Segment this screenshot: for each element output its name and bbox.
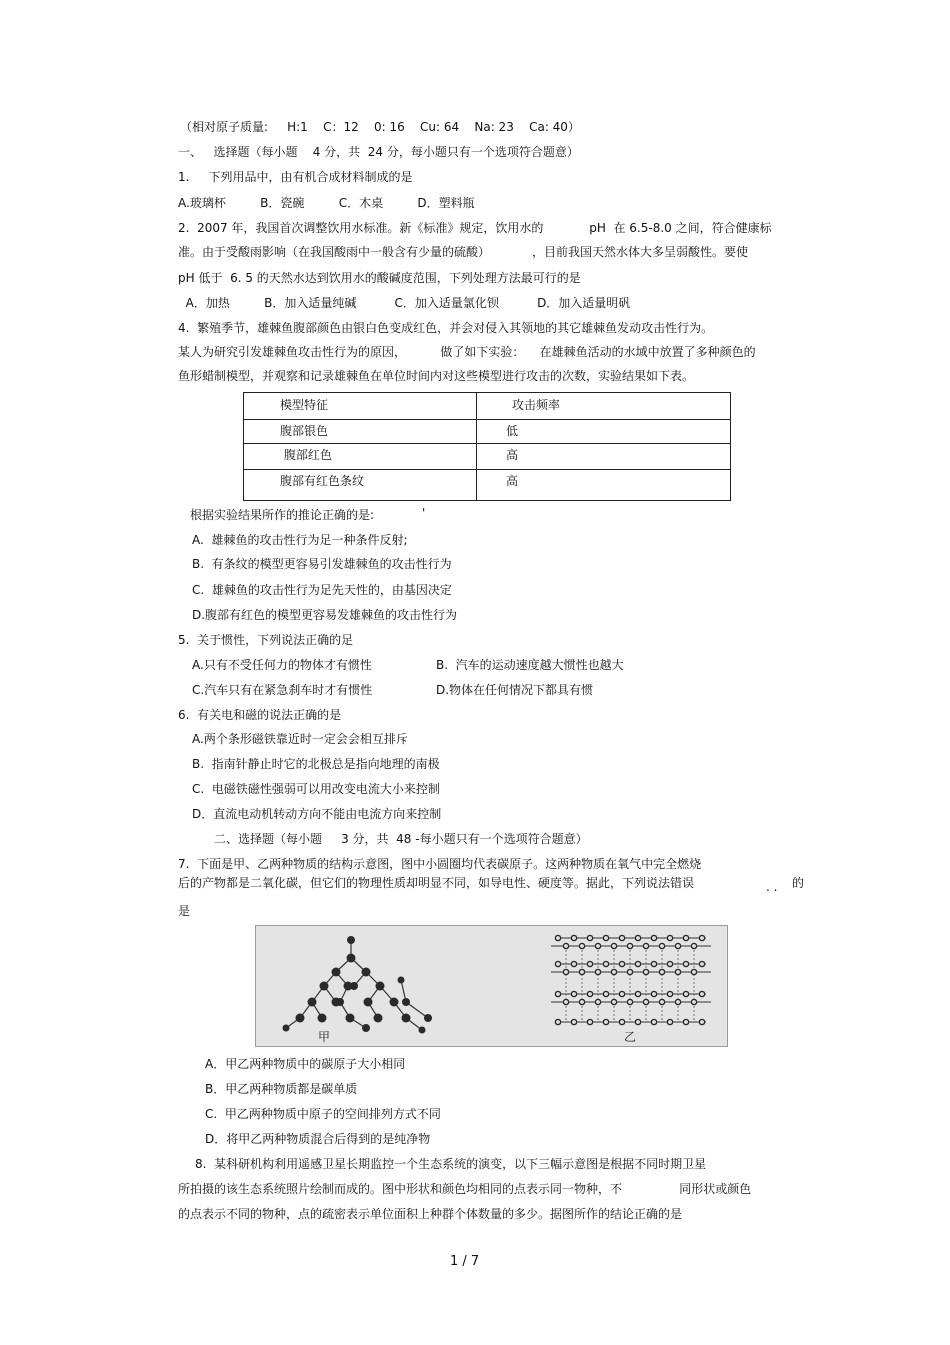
q7-option-b: B．甲乙两种物质都是碳单质: [205, 1082, 358, 1096]
graphite-interlayer-lines: [566, 946, 694, 1022]
q8-line1: 8. 某科研机构利用遥感卫星长期监控一个生态系统的演变，以下三幅示意图是根据不同时期卫星: [195, 1157, 707, 1171]
q5-option-b: B. 汽车的运动速度越大惯性也越大: [436, 658, 624, 672]
carbon-structures-drawing: [256, 926, 728, 1047]
q2-line3: pH 低于 6. 5 的天然水达到饮用水的酸碱度范围，下列处理方法最可行的是: [178, 271, 581, 285]
table-row-divider: [244, 469, 730, 470]
q1-stem: 1. 下列用品中，由有机合成材料制成的是: [178, 170, 413, 184]
carbon-structure-figure: [255, 925, 728, 1047]
q7-option-d: D．将甲乙两种物质混合后得到的是纯净物: [205, 1132, 431, 1146]
q4-option-d: D.腹部有红色的模型更容易发雄棘鱼的攻击性行为: [192, 608, 458, 622]
q6-stem: 6. 有关电和磁的说法正确的是: [178, 708, 342, 722]
table-cell: 腹部有红色条纹: [280, 474, 365, 488]
table-header-feature: 模型特征: [280, 398, 329, 412]
q2-line2: 准。由于受酸雨影响（在我国酸雨中一般含有少量的硫酸） ，目前我国天然水体大多呈弱酸性。要使: [178, 245, 748, 259]
q8-line2: 所拍摄的该生态系统照片绘制而成的。图中形状和颜色均相同的点表示同一物种，不 同形状或颜色: [178, 1182, 752, 1196]
table-cell: 低: [506, 424, 519, 438]
table-header-frequency: 攻击频率: [512, 398, 561, 412]
q4-option-a: A. 雄棘鱼的攻击性行为足一种条件反射;: [192, 533, 408, 547]
experiment-table: [243, 392, 731, 501]
atomic-mass-line: （相对原子质量: H:1 C：12 0: 16 Cu: 64 Na: 23 Ca: 40）: [180, 120, 580, 134]
page-number: 1 / 7: [450, 1254, 480, 1269]
q6-option-c: C. 电磁铁磁性强弱可以用改变电流大小来控制: [192, 782, 440, 796]
q2-options: A．加热 B．加入适量纯碱 C．加入适量氯化钡 D．加入适量明矾: [178, 296, 631, 310]
q5-option-a: A.只有不受任何力的物体才有惯性: [192, 658, 372, 672]
q6-option-b: B. 指南针静止时它的北极总是指向地理的南极: [192, 757, 440, 771]
figure-label-yi: 乙: [624, 1030, 637, 1044]
q1-options: A.玻璃杯 B．瓷碗 C．木桌 D．塑料瓶: [178, 196, 475, 210]
table-row-divider: [244, 419, 730, 420]
section2-title: 二、选择题（每小题 3 分，共 48 -每小题只有一个选项符合题意）: [214, 832, 588, 846]
figure-label-jia: 甲: [318, 1030, 331, 1044]
section1-title: 一、 选择题（每小题 4 分，共 24 分，每小题只有一个选项符合题意）: [178, 145, 579, 159]
q4-option-b: B. 有条纹的模型更容易引发雄棘鱼的攻击性行为: [192, 557, 452, 571]
table-cell: 腹部银色: [280, 424, 329, 438]
q4-prompt-mark: ': [422, 506, 426, 520]
diamond-atoms: [283, 936, 433, 1034]
table-column-divider: [476, 393, 477, 500]
q7-line2: 后的产物都是二氧化碳，但它们的物理性质却明显不同，如导电性、硬度等。据此，下列说法错误: [178, 876, 695, 890]
q4-option-c: C. 雄棘鱼的攻击性行为足先天性的，由基因决定: [192, 583, 452, 597]
q4-line1: 4. 繁殖季节，雄棘鱼腹部颜色由银白色变成红色，并会对侵入其领地的其它雄棘鱼发动攻击性行为。: [178, 321, 714, 335]
table-cell: 高: [506, 474, 519, 488]
q4-line2: 某人为研究引发雄棘鱼攻击性行为的原因， 做了如下实验： 在雄棘鱼活动的水域中放置了多种颜色的: [178, 345, 756, 359]
table-cell: 腹部红色: [280, 448, 332, 462]
q6-option-d: D．直流电动机转动方向不能由电流方向来控制: [192, 807, 442, 821]
q2-line1: 2. 2007 年，我国首次调整饮用水标准。新《标准》规定，饮用水的 pH 在 6.5-8.0 之间，符合健康标: [178, 221, 772, 235]
q4-line3: 鱼形蜡制模型，并观察和记录雄棘鱼在单位时间内对这些模型进行攻击的次数，实验结果如下表。: [178, 369, 695, 383]
q6-option-a: A.两个条形磁铁靠近时一定会会相互排斥: [192, 732, 408, 746]
q7-line3: 是: [178, 904, 191, 918]
q5-option-c: C.汽车只有在紧急刹车时才有惯性: [192, 683, 373, 697]
table-cell: 高: [506, 448, 519, 462]
q4-prompt: 根据实验结果所作的推论正确的是:: [190, 508, 375, 522]
q7-option-c: C. 甲乙两种物质中原子的空间排列方式不同: [205, 1107, 441, 1121]
q8-line3: 的点表示不同的物种，点的疏密表示单位面积上种群个体数量的多少。据图所作的结论正确的是: [178, 1207, 683, 1221]
q7-line2-end: 的: [792, 876, 805, 890]
table-row-divider: [244, 443, 730, 444]
q7-line2-mark: . .: [766, 880, 778, 894]
q5-option-d: D.物体在任何情况下都具有惯: [436, 683, 594, 697]
q7-line1: 7. 下面是甲、乙两种物质的结构示意图，图中小圆圈均代表碳原子。这两种物质在氧气中完全燃烧: [178, 857, 702, 871]
q5-stem: 5. 关于惯性，下列说法正确的足: [178, 633, 354, 647]
graphite-structure: [551, 938, 711, 1022]
q7-option-a: A．甲乙两种物质中的碳原子大小相同: [205, 1057, 406, 1071]
